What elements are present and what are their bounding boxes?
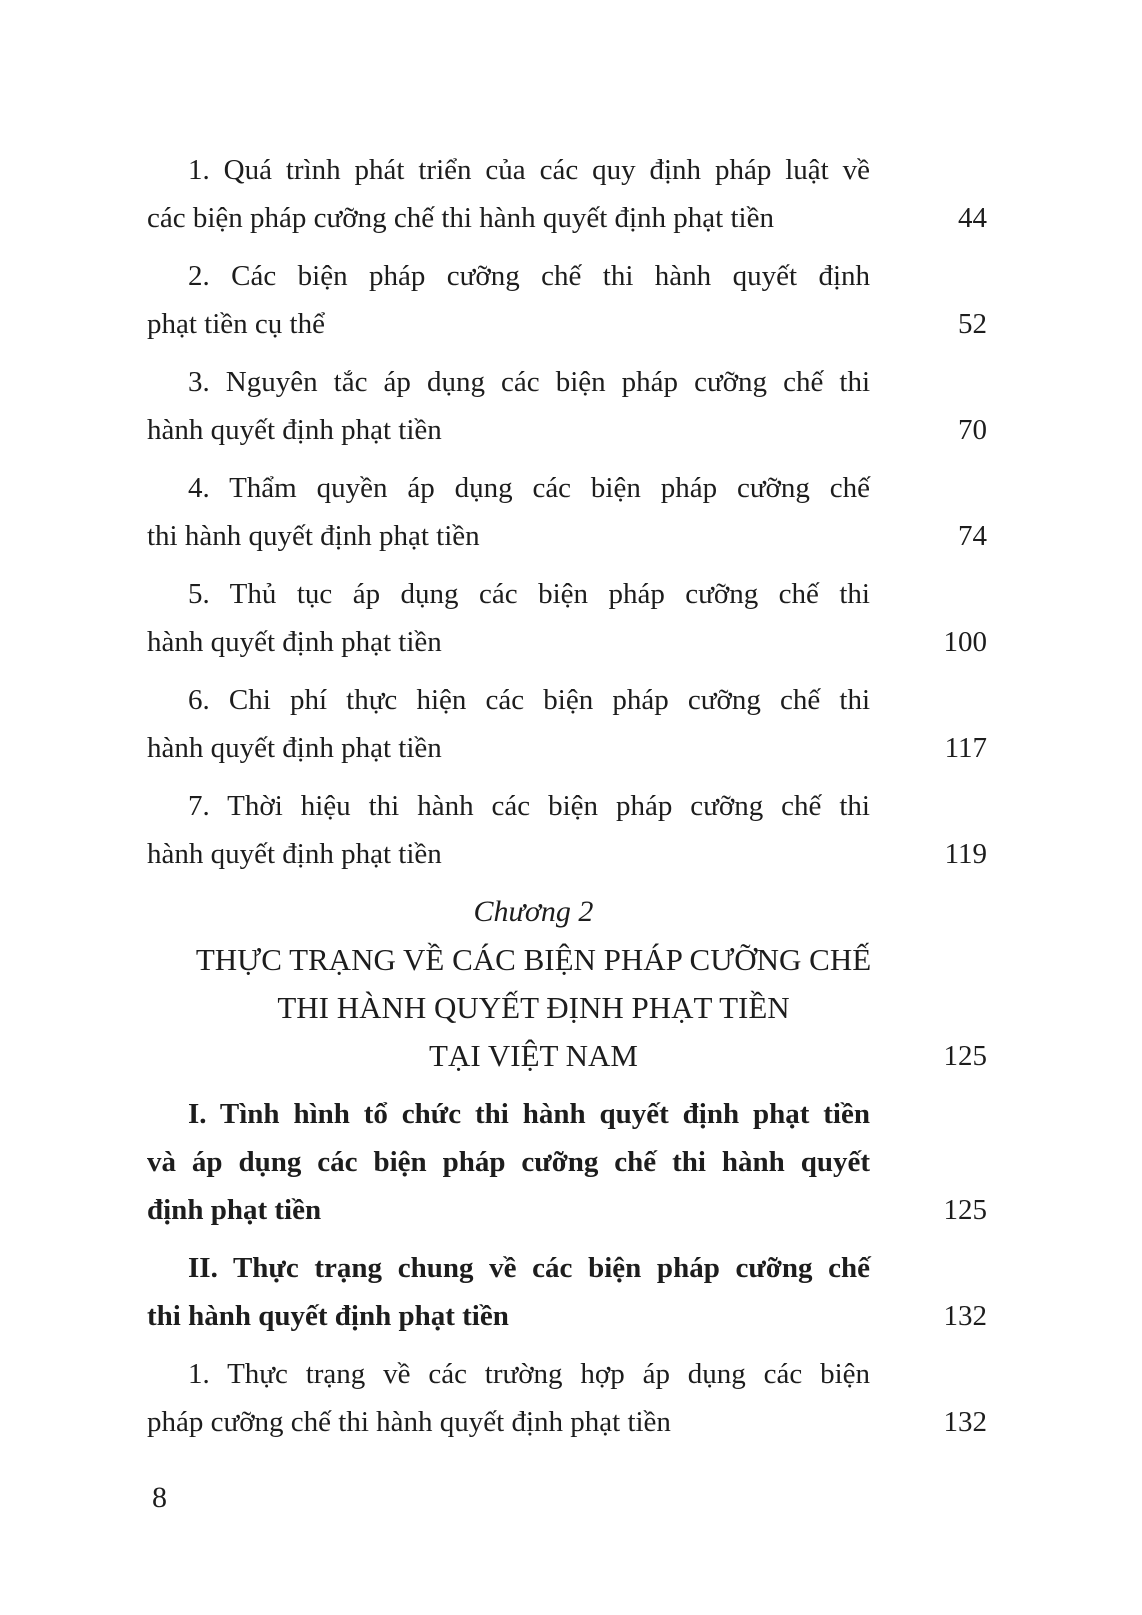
toc-entry-II-1: [147, 1350, 987, 1446]
toc-line: hành quyết định phạt tiền: [147, 414, 442, 446]
toc-page-number: 125: [943, 1194, 987, 1226]
toc-line: 6. Chi phí thực hiện các biện pháp cưỡng chế thi: [188, 684, 870, 716]
toc-entry-text: [147, 570, 987, 666]
toc-line: định phạt tiền: [147, 1194, 322, 1226]
chapter-title-line: TẠI VIỆT NAM: [429, 1038, 638, 1073]
toc-page-number: 52: [958, 308, 987, 340]
toc-page-number: 44: [958, 202, 987, 234]
toc-entry-text: [147, 1090, 987, 1234]
chapter-title-line: THI HÀNH QUYẾT ĐỊNH PHẠT TIỀN: [277, 990, 790, 1025]
chapter-title-line: THỰC TRẠNG VỀ CÁC BIỆN PHÁP CƯỠNG CHẾ: [195, 942, 872, 977]
toc-section-II: [147, 1244, 987, 1340]
toc-line: hành quyết định phạt tiền: [147, 732, 442, 764]
toc-entry-text: [147, 464, 987, 560]
toc-entry-text: [147, 146, 987, 242]
toc-line: 4. Thẩm quyền áp dụng các biện pháp cưỡng chế: [188, 472, 870, 504]
toc-entry-6: [147, 676, 987, 772]
toc-line: pháp cưỡng chế thi hành quyết định phạt tiền: [147, 1406, 671, 1438]
chapter-kicker: Chương 2: [473, 895, 594, 928]
toc-entry-text: [147, 358, 987, 454]
toc-line: và áp dụng các biện pháp cưỡng chế thi hành quyết: [147, 1146, 870, 1178]
toc-entry-5: [147, 570, 987, 666]
toc-line: các biện pháp cưỡng chế thi hành quyết định phạt tiền: [147, 202, 774, 234]
toc-line: 1. Quá trình phát triển của các quy định pháp luật về: [188, 154, 870, 186]
toc-page-number: 119: [944, 838, 987, 870]
toc-page-number: 74: [958, 520, 987, 552]
toc-entry-text: [147, 782, 987, 878]
toc-entry-2: [147, 252, 987, 348]
toc-line: 1. Thực trạng về các trường hợp áp dụng các biện: [188, 1358, 870, 1390]
toc-line: 5. Thủ tục áp dụng các biện pháp cưỡng chế thi: [188, 578, 870, 610]
toc-line: 2. Các biện pháp cưỡng chế thi hành quyết định: [188, 260, 870, 292]
toc-page-number: 132: [943, 1300, 987, 1332]
toc-line: 7. Thời hiệu thi hành các biện pháp cưỡng chế thi: [188, 790, 870, 822]
toc-entry-text: [147, 252, 987, 348]
toc-section-I: [147, 1090, 987, 1234]
toc-page-number: 100: [943, 626, 987, 658]
toc-entry-3: [147, 358, 987, 454]
toc-page-number: 70: [958, 414, 987, 446]
folio-page-number: 8: [152, 1481, 167, 1514]
toc-line: hành quyết định phạt tiền: [147, 626, 442, 658]
toc-entry-7: [147, 782, 987, 878]
toc-page-number: 117: [944, 732, 987, 764]
toc-line: II. Thực trạng chung về các biện pháp cưỡng chế: [188, 1252, 870, 1284]
toc-line: hành quyết định phạt tiền: [147, 838, 442, 870]
toc-line: phạt tiền cụ thể: [147, 308, 325, 340]
toc-line: 3. Nguyên tắc áp dụng các biện pháp cưỡng chế thi: [188, 366, 870, 398]
toc-entry-text: [147, 1244, 987, 1340]
toc-line: thi hành quyết định phạt tiền: [147, 520, 480, 552]
toc-line: thi hành quyết định phạt tiền: [147, 1300, 509, 1332]
toc-line: I. Tình hình tổ chức thi hành quyết định phạt tiền: [188, 1098, 870, 1130]
toc-page-number: 125: [943, 1040, 987, 1072]
toc-entry-text: [147, 1350, 987, 1446]
chapter-heading-text: [147, 888, 987, 1080]
chapter-2-heading: [147, 888, 987, 1080]
toc-entry-text: [147, 676, 987, 772]
toc-entry-1: [147, 146, 987, 242]
toc-page-number: 132: [943, 1406, 987, 1438]
toc-entry-4: [147, 464, 987, 560]
